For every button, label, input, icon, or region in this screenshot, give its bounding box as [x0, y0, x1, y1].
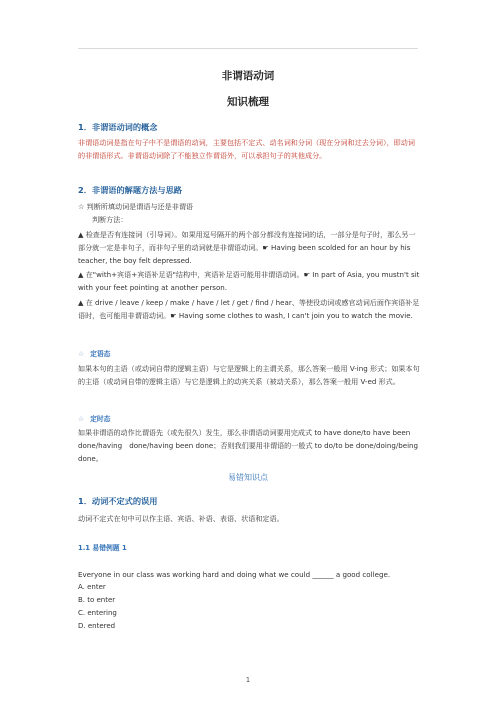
section1-heading: 1．非谓语动词的概念 — [78, 122, 158, 132]
header-rule — [78, 48, 418, 49]
section1-text: 非谓语动词是指在句子中不是谓语的动词，主要包括不定式、动名词和分词（现在分词和过去分词），即动词的非谓语形式。非谓语动词除了不能独立作谓语外，可以承担句子的其他成分。 — [78, 138, 415, 160]
voice-text: 如果本句的主语（或动词自带的逻辑主语）与它是逻辑上的主谓关系，那么答案一般用 V-ing 形式；如果本句的主语（或动词自带的逻辑主语）与它是逻辑上的动宾关系（被动关系），那么答案一般用 V-ed 形式。 — [78, 364, 420, 386]
star-icon: ☆ — [78, 350, 85, 358]
voice-heading-label: 定语态 — [90, 350, 111, 358]
section2-paragraph1: ▲ 检查是否有连接词（引导词）。如果用逗号隔开的两个部分都没有连接词的话，一部分是句子时，那么另一部分就一定是非句子，而非句子里的动词就是非谓语动词。☛ Having been scolded for an hour by his teacher, the boy felt depressed. — [78, 230, 416, 265]
section2-paragraph2: ▲ 在"with+宾语+宾语补足语"结构中，宾语补足语可能用非谓语动词。☛ In part of Asia, you mustn't sit with your feet pointing at another person. — [78, 270, 420, 292]
tense-heading — [78, 413, 110, 423]
document-subtitle: 知识梳理 — [227, 96, 269, 108]
section2-heading: 2．非谓语的解题方法与思路 — [78, 185, 182, 195]
document-title: 非谓语动词 — [221, 70, 275, 82]
error-points-heading: 易错知识点 — [228, 473, 268, 482]
option-a: A. enter — [78, 583, 106, 591]
option-d: D. entered — [78, 622, 116, 630]
option-b: B. to enter — [78, 596, 116, 604]
section3-heading: 1．动词不定式的误用 — [78, 496, 158, 506]
section2-line1: ☆ 判断所填动词是谓语与还是非谓语 — [78, 202, 194, 211]
section3-text: 动词不定式在句中可以作主语、宾语、补语、表语、状语和定语。 — [78, 514, 284, 523]
tense-heading-label: 定时态 — [90, 415, 111, 423]
section2-line2: 判断方法： — [92, 215, 128, 224]
page-number: 1 — [245, 676, 251, 684]
star-icon: ☆ — [78, 415, 85, 423]
section2-paragraph3: ▲ 在 drive / leave / keep / make / have / let / get / find / hear、等使役动词或感官动词后面作宾语补足语时，也可能用非谓语动词。☛ Having some clothes to wash, I can't join you to watch the movie. — [78, 298, 420, 320]
tense-text: 如果非谓语的动作比谓语先（或先很久）发生，那么非谓语动词要用完成式 to have done/to have been done/having done/having been done；否则我们要用非谓语的一般式 to do/to be done/doing/being done。 — [78, 428, 419, 463]
example-heading: 1.1 易错例题 1 — [78, 544, 127, 552]
option-c: C. entering — [78, 609, 117, 617]
voice-heading — [78, 348, 110, 358]
question-text: Everyone in our class was working hard and doing what we could ______ a good college. — [78, 570, 391, 579]
